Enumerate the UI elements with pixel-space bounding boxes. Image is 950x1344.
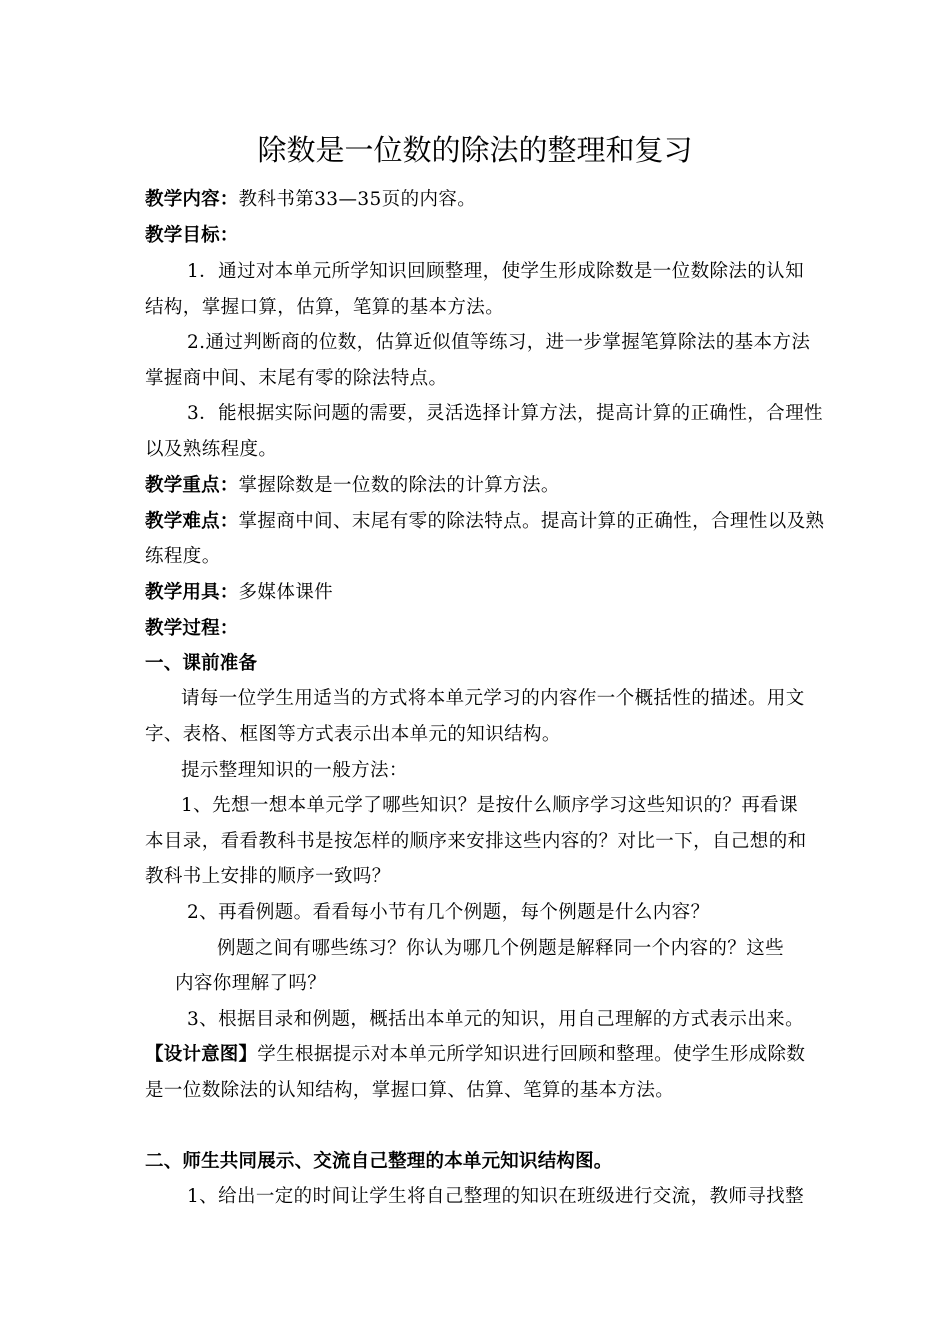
design-intent-line-2: 是一位数除法的认知结构，掌握口算、估算、笔算的基本方法。	[145, 1080, 675, 1101]
teaching-tools-text: 多媒体课件	[238, 582, 334, 603]
section-1-paragraph-1-line-1: 请每一位学生用适当的方式将本单元学习的内容作一个概括性的描述。用文	[181, 688, 805, 709]
design-intent-text-1: 学生根据提示对本单元所学知识进行回顾和整理。使学生形成除数	[257, 1044, 806, 1065]
goal-3-line-1: 3．能根据实际问题的需要，灵活选择计算方法，提高计算的正确性，合理性	[187, 403, 823, 424]
document-title: 除数是一位数的除法的整理和复习	[257, 133, 693, 167]
teaching-tools-line	[145, 580, 333, 606]
teaching-key-text: 掌握除数是一位数的除法的计算方法。	[238, 475, 560, 496]
step-2-line-2: 例题之间有哪些练习？你认为哪几个例题是解释同一个内容的？这些	[217, 938, 785, 959]
goal-2-line-2: 掌握商中间、末尾有零的除法特点。	[145, 368, 448, 389]
teaching-content-label: 教学内容：	[145, 189, 239, 210]
goal-1-line-1: 1．通过对本单元所学知识回顾整理，使学生形成除数是一位数除法的认知	[187, 261, 804, 282]
teaching-difficulty-label: 教学难点：	[145, 511, 239, 532]
teaching-tools-label: 教学用具：	[145, 582, 239, 603]
teaching-goals-label: 教学目标：	[145, 225, 239, 246]
teaching-process-label: 教学过程：	[145, 618, 239, 639]
step-1-line-3: 教科书上安排的顺序一致吗？	[145, 866, 391, 887]
teaching-content-line	[145, 187, 476, 213]
step-2-line-1: 2、再看例题。看看每小节有几个例题，每个例题是什么内容？	[187, 902, 710, 923]
design-intent-label: 【设计意图】	[145, 1044, 258, 1065]
teaching-difficulty-text-1: 掌握商中间、末尾有零的除法特点。提高计算的正确性，合理性以及熟	[238, 511, 825, 532]
section-1-hint-heading: 提示整理知识的一般方法：	[181, 760, 408, 781]
section-2-heading: 二、师生共同展示、交流自己整理的本单元知识结构图。	[145, 1151, 613, 1172]
teaching-content-text: 教科书第33—35页的内容。	[238, 189, 477, 210]
goal-2-line-1: 2.通过判断商的位数，估算近似值等练习，进一步掌握笔算除法的基本方法	[187, 332, 811, 353]
step-1-line-2: 本目录，看看教科书是按怎样的顺序来安排这些内容的？对比一下，自己想的和	[145, 831, 807, 852]
goal-3-line-2: 以及熟练程度。	[145, 439, 278, 460]
teaching-key-line	[145, 473, 560, 499]
step-1-line-1: 1、先想一想本单元学了哪些知识？是按什么顺序学习这些知识的？再看课	[181, 795, 798, 816]
section-1-paragraph-1-line-2: 字、表格、框图等方式表示出本单元的知识结构。	[145, 724, 561, 745]
teaching-key-label: 教学重点：	[145, 475, 239, 496]
section-1-heading: 一、课前准备	[145, 653, 258, 674]
teaching-difficulty-text-2: 练程度。	[145, 546, 221, 567]
goal-1-line-2: 结构，掌握口算，估算，笔算的基本方法。	[145, 297, 505, 318]
teaching-difficulty-line	[145, 509, 824, 535]
step-2-line-3: 内容你理解了吗？	[175, 973, 327, 994]
design-intent-line-1	[145, 1042, 805, 1068]
step-3-line: 3、根据目录和例题，概括出本单元的知识，用自己理解的方式表示出来。	[187, 1009, 804, 1030]
section-2-step-1-line-1: 1、给出一定的时间让学生将自己整理的知识在班级进行交流，教师寻找整	[187, 1186, 804, 1207]
